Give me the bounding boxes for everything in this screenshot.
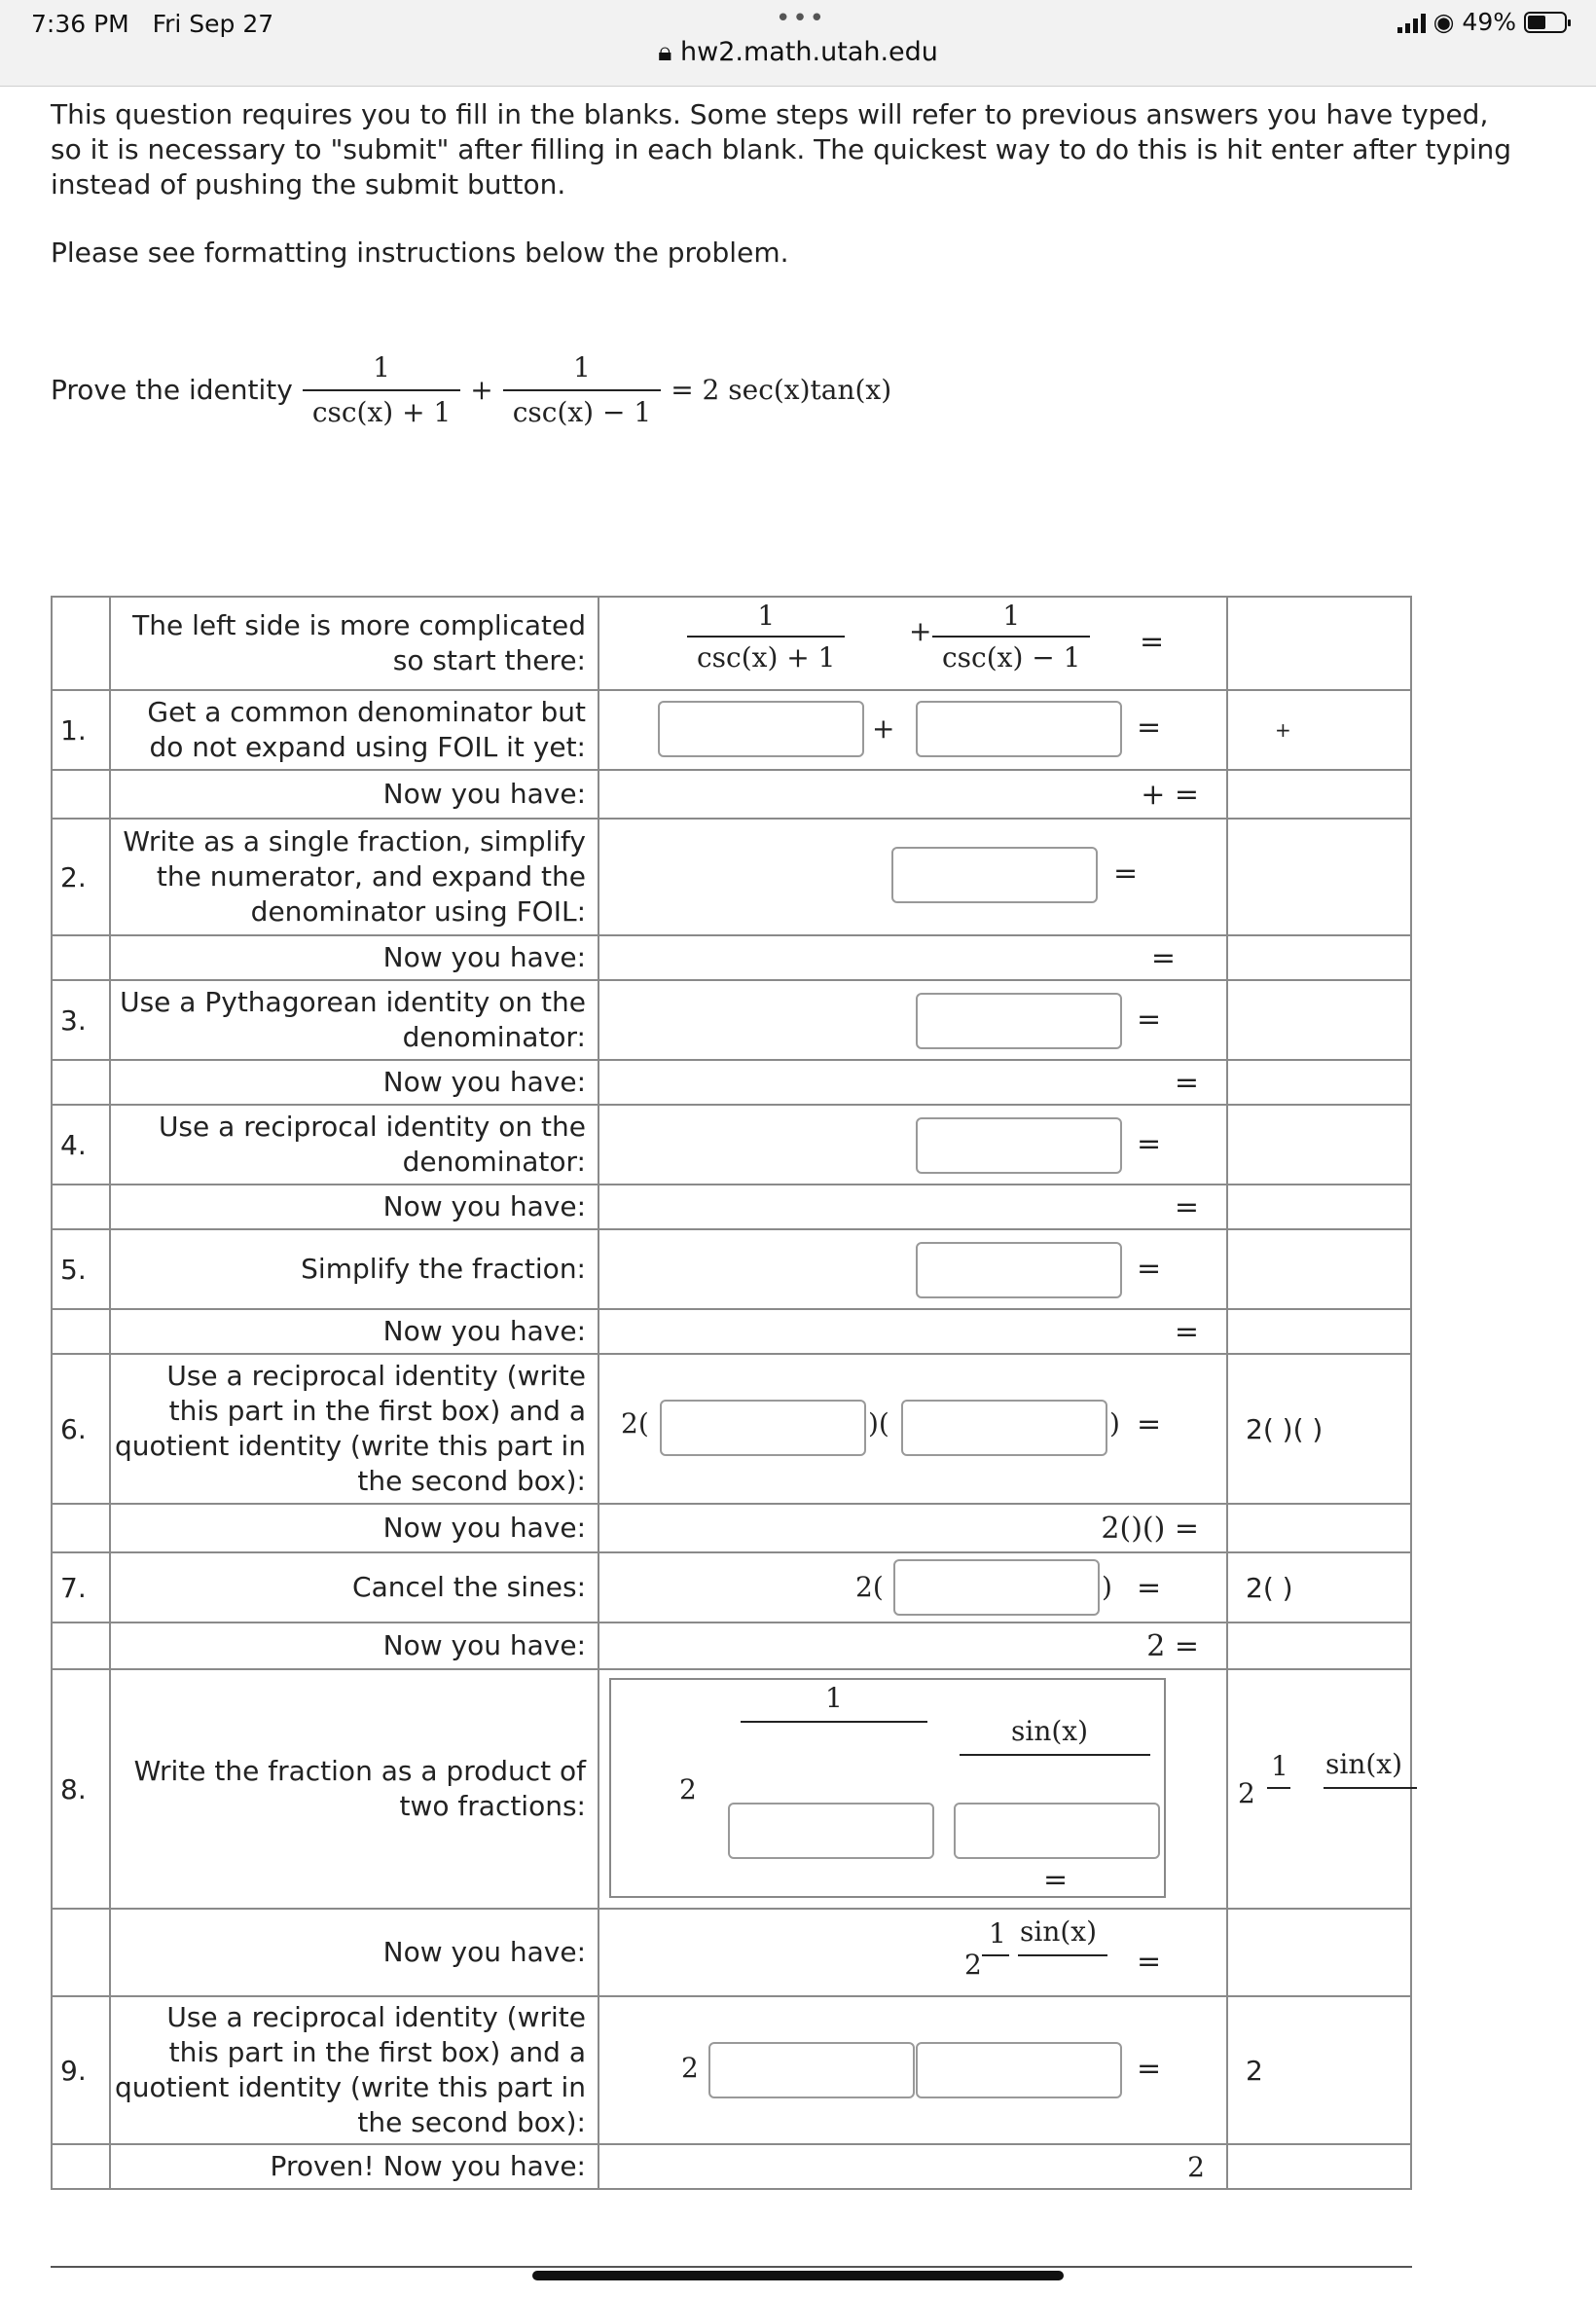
table-row: 8. Write the fraction as a product of two fractions: 2 1 sin(x) = 2 1 sin(x) [52, 1669, 1411, 1909]
home-indicator[interactable] [532, 2271, 1064, 2280]
table-row: Now you have: = [52, 1309, 1411, 1354]
proof-table [51, 596, 1412, 2190]
table-row: 6. Use a reciprocal identity (write this part in the first box) and a quotient identity (write this part in the second box): 2( )( ) = 2( )( ) [52, 1354, 1411, 1504]
table-row: 3. Use a Pythagorean identity on the denominator: = [52, 980, 1411, 1060]
table-row: 1. Get a common denominator but do not expand using FOIL it yet: + = + [52, 690, 1411, 770]
fraction-bar-2 [960, 1754, 1150, 1756]
table-row: 9. Use a reciprocal identity (write this part in the first box) and a quotient identity (write this part in the second box): 2 = 2 [52, 1996, 1411, 2144]
fraction-1: $\frac{1}{\csc(x) + 1}$ [303, 350, 460, 430]
step9-input-1[interactable] [708, 2042, 915, 2098]
step6-input-2[interactable] [901, 1400, 1107, 1456]
problem-statement: Prove the identity $\frac{1}{\csc(x) + 1}$ + $\frac{1}{\csc(x) - 1}$ = 2 sec(x)tan(x) [51, 351, 892, 428]
more-dots-icon[interactable]: ••• [776, 4, 827, 33]
status-right [1397, 8, 1567, 36]
table-row: Now you have: = [52, 1060, 1411, 1105]
cellular-signal-icon [1397, 12, 1426, 33]
divider [51, 2266, 1412, 2268]
step9-input-2[interactable] [916, 2042, 1122, 2098]
step1-input-2[interactable] [916, 701, 1122, 757]
table-row: Now you have: = [52, 935, 1411, 980]
table-row: Now you have: + = [52, 770, 1411, 819]
status-bar [0, 0, 1596, 87]
step8-input-1[interactable] [728, 1803, 934, 1859]
step1-input-1[interactable] [658, 701, 864, 757]
format-note: Please see formatting instructions below the problem. [51, 237, 789, 269]
table-row: 4. Use a reciprocal identity on the denominator: = [52, 1105, 1411, 1185]
table-row: Now you have: 2()() = [52, 1504, 1411, 1552]
fraction-2: $\frac{1}{\csc(x) - 1}$ [503, 350, 661, 430]
status-time: 7:36 PM Fri Sep 27 [31, 10, 274, 38]
lock-icon: 🔒︎ [658, 37, 672, 67]
table-row: Proven! Now you have: 2 [52, 2144, 1411, 2189]
start-fraction-2: 1 csc(x) − 1 [932, 600, 1090, 674]
table-row: Now you have: 2 1 sin(x) = [52, 1909, 1411, 1996]
table-row: Now you have: = [52, 1185, 1411, 1229]
table-row: 5. Simplify the fraction: = [52, 1229, 1411, 1309]
fraction-bar-1 [741, 1721, 927, 1723]
table-row: The left side is more complicated so start there: 1 csc(x) + 1 + 1 csc(x) − 1 = [52, 597, 1411, 690]
wifi-icon: ◉ [1433, 8, 1455, 36]
step3-input[interactable] [916, 993, 1122, 1049]
address-bar[interactable]: 🔒︎ hw2.math.utah.edu [658, 37, 938, 67]
step2-input[interactable] [891, 847, 1098, 903]
table-row: Now you have: 2 = [52, 1622, 1411, 1669]
step4-input[interactable] [916, 1117, 1122, 1174]
table-row: 2. Write as a single fraction, simplify the numerator, and expand the denominator using FOIL: = [52, 819, 1411, 935]
start-fraction-1: 1 csc(x) + 1 [687, 600, 845, 674]
battery-icon [1524, 12, 1567, 33]
step5-input[interactable] [916, 1242, 1122, 1298]
step6-input-1[interactable] [660, 1400, 866, 1456]
step8-input-2[interactable] [954, 1803, 1160, 1859]
step7-input[interactable] [893, 1559, 1100, 1616]
battery-percent: 49% [1462, 8, 1516, 36]
intro-text: This question requires you to fill in the blanks. Some steps will refer to previous answers you have typed, so it is necessary to "submit" after filling in each blank. The quickest way to do this is hit enter after typing instead of pushing the submit button. [51, 98, 1512, 201]
table-row: 7. Cancel the sines: 2( ) = 2( ) [52, 1552, 1411, 1622]
